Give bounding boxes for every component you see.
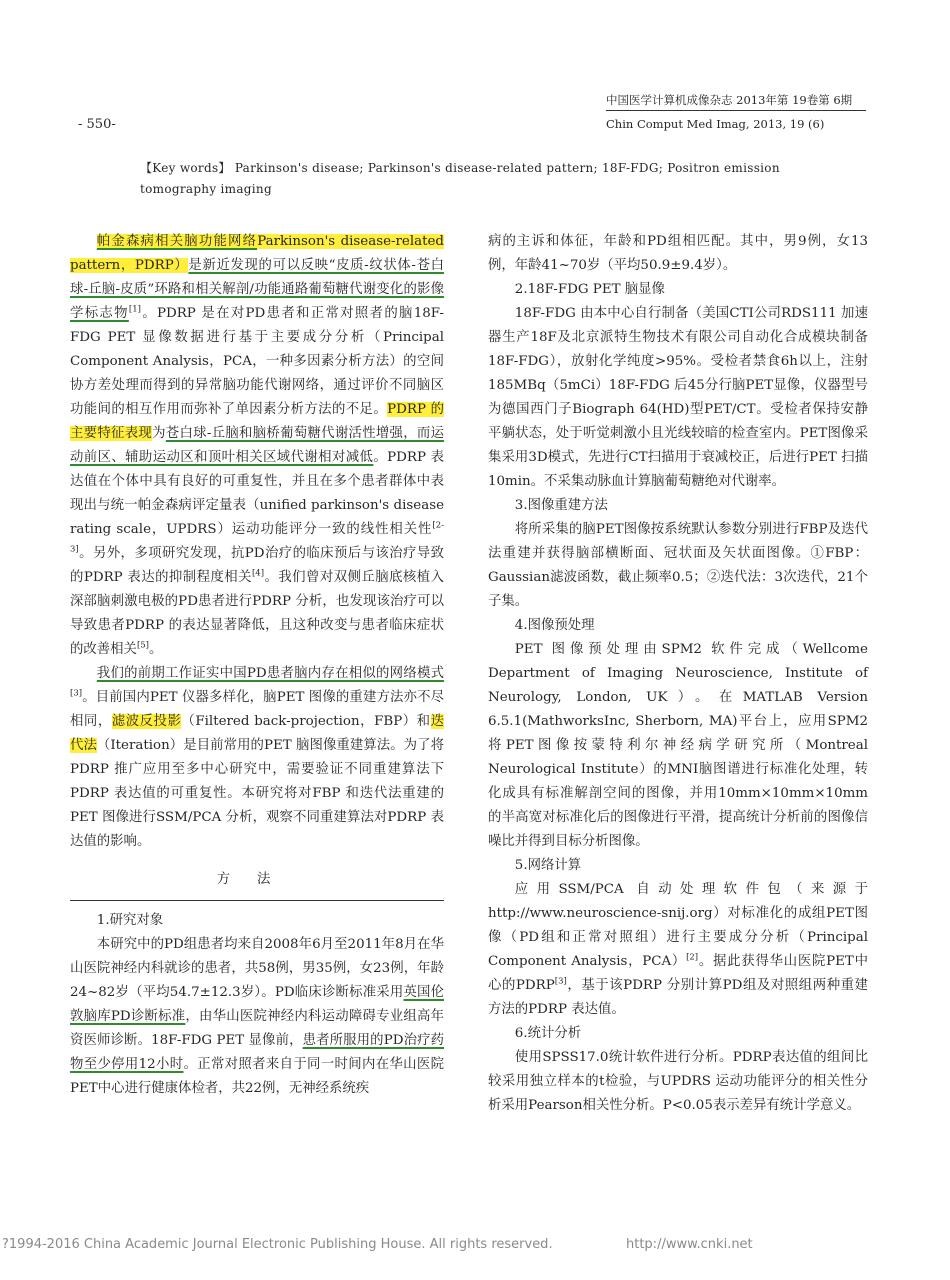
- underline-diagnosis-criteria: 英国伦敦脑库PD诊断标准: [70, 985, 445, 1024]
- citation-ref: [2]: [686, 952, 699, 963]
- subjects-paragraph-cont: 病的主诉和体征，年龄和PD组相匹配。其中，男9例，女13例，年龄41~70岁（平均50.9±9.4岁）。: [488, 234, 868, 273]
- subsection-title: 3.图像重建方法: [514, 498, 608, 513]
- body-text: 。我们曾对双侧丘脑底核植入深部脑刺激电极的PD患者进行PDRP 分析，也发现该治疗可以导致患者PDRP 的表达显著降低，且这种改变与患者临床症状的改善相关: [70, 570, 444, 657]
- body-text: 。: [149, 642, 163, 657]
- subsection-title: 4.图像预处理: [514, 618, 595, 633]
- body-text: 。目前国内PET 仪器多样化，脑PET 图像的重建方法亦不尽相同，: [70, 690, 444, 729]
- body-text: ，基于该PDRP 分别计算PD组及对照组两种重建方法的PDRP 表达值。: [488, 978, 868, 1017]
- copyright-notice: ?1994-2016 China Academic Journal Electronic Publishing House. All rights reserved.: [2, 1237, 553, 1252]
- highlight-pdrp-term: 帕金森病相关脑功能网络: [96, 234, 258, 249]
- body-text: 本研究中的PD组患者均来自2008年6月至2011年8月在华山医院神经内科就诊的患者，共58例，男35例，女23例，年龄24~82岁（平均54.7±12.3岁）。PD临床诊断标准采用: [70, 937, 444, 1000]
- citation-ref: [1]: [128, 304, 141, 315]
- body-text: （Iteration）是目前常用的PET 脑图像重建算法。为了将PDRP 推广应用至多中心研究中，需要验证不同重建算法下PDRP 表达值的可重复性。本研究将对FBP 和迭代法重建的PET 图像进行SSM/PCA 分析，观察不同重建算法对PDRP 表达值的影响。: [70, 738, 444, 849]
- right-column: [488, 230, 868, 1118]
- subsection-title: 2.18F-FDG PET 脑显像: [514, 282, 665, 297]
- network-paragraph: [488, 878, 868, 1022]
- keywords-label: 【Key words】: [140, 161, 231, 175]
- citation-ref: [5]: [136, 640, 149, 651]
- body-text: 。正常对照者来自于同一时间内在华山医院PET中心进行健康体检者，共22例，无神经系统疾: [70, 1057, 444, 1096]
- intro-paragraph-2: [70, 662, 444, 854]
- subjects-paragraph: [70, 933, 444, 1101]
- body-text: 。据此获得华山医院PET中心的PDRP: [488, 954, 869, 993]
- highlight-pdrp-english: Parkinson's disease-related pattern，PDRP）: [70, 234, 444, 273]
- statistics-paragraph: 使用SPSS17.0统计软件进行分析。PDRP表达值的组间比较采用独立样本的t检验，与UPDRS 运动功能评分的相关性分析采用Pearson相关性分析。P<0.05表示差异有统计学意义。: [488, 1050, 868, 1113]
- cnki-url: http://www.cnki.net: [626, 1237, 753, 1252]
- journal-header-cn: 中国医学计算机成像杂志 2013年第 19卷第 6期: [606, 93, 866, 111]
- citation-ref: [3]: [70, 688, 83, 699]
- underline-pdrp-definition: 是新近发现的可以反映“皮质-纹状体-苍白球-丘脑-皮质”环路和相关解剖/功能通路葡萄糖代谢变化的影像学标志物: [70, 258, 444, 321]
- intro-paragraph-1: [70, 230, 444, 662]
- highlight-iteration: 迭代法: [70, 714, 444, 753]
- reconstruction-paragraph: 将所采集的脑PET图像按系统默认参数分别进行FBP及迭代法重建并获得脑部横断面、冠状面及矢状面图像。①FBP：Gaussian滤波函数，截止频率0.5；②迭代法：3次迭代，21个子集。: [488, 522, 868, 609]
- citation-ref: [2-3]: [70, 520, 444, 555]
- body-text: 。PDRP 是在对PD患者和正常对照者的脑18F-FDG PET 显像数据进行基于主要成分分析（Principal Component Analysis，PCA，一种多因素分析方法）的空间协方差处理而得到的异常脑功能代谢网络，通过评价不同脑区功能间的相互作用而弥补了单因素分析方法的不足。: [70, 306, 445, 417]
- keywords-block: [140, 158, 840, 200]
- body-text: （Filtered back-projection，FBP）和: [181, 714, 431, 729]
- body-text: 为: [152, 426, 166, 441]
- body-text: 应用SSM/PCA 自动处理软件包（来源于http://www.neuroscience-snij.org）对标准化的成组PET图像（PD组和正常对照组）进行主要成分分析（Principal Component Analysis，PCA）: [488, 882, 868, 969]
- subsection-title: 6.统计分析: [514, 1026, 582, 1041]
- keywords-text: Parkinson's disease; Parkinson's disease-related pattern; 18F-FDG; Positron emission tomography imaging: [140, 161, 780, 196]
- left-column: [70, 230, 444, 1101]
- section-title-methods: 方法: [70, 868, 444, 901]
- page-number: - 550-: [78, 117, 116, 132]
- highlight-fbp: 滤波反投影: [111, 714, 182, 729]
- preprocessing-paragraph: PET 图像预处理由SPM2 软件完成（Wellcome Department of Imaging Neuroscience, Institute of Neurology, London, UK）。在MATLAB Version 6.5.1(MathworksInc, Sherborn, MA)平台上，应用SPM2 将PET图像按蒙特利尔神经病学研究所（Montreal Neurological Institute）的MNI脑图谱进行标准化处理，转化成具有标准解剖空间的图像，并用10mm×10mm×10mm 的半高宽对标准化后的图像进行平滑，提高统计分析前的图像信噪比并得到目标分析图像。: [488, 642, 868, 849]
- underline-drug-withdrawal: 患者所服用的PD治疗药物至少停用12小时: [70, 1033, 444, 1072]
- highlight-pdrp-features: PDRP 的主要特征表现: [70, 402, 444, 441]
- subsection-title: 1.研究对象: [96, 913, 164, 928]
- underline-pdrp-features: 苍白球-丘脑和脑桥葡萄糖代谢活性增强，而运动前区、辅助运动区和顶叶相关区域代谢相对减低: [70, 426, 445, 465]
- citation-ref: [4]: [251, 568, 265, 579]
- citation-ref: [3]: [554, 976, 567, 987]
- underline-prior-work: 我们的前期工作证实中国PD患者脑内存在相似的网络模式: [96, 666, 444, 681]
- body-text: ，由华山医院神经内科运动障碍专业组高年资医师诊断。18F-FDG PET 显像前，: [70, 1009, 444, 1048]
- body-text: 。PDRP 表达值在个体中具有良好的可重复性，并且在多个患者群体中表现出与统一帕金森病评定量表（unified parkinson's disease rating scale，UPDRS）运动功能评分一致的线性相关性: [70, 450, 444, 537]
- body-text: 。另外，多项研究发现，抗PD治疗的临床预后与该治疗导致的PDRP 表达的抑制程度相关: [70, 546, 444, 585]
- subsection-title: 5.网络计算: [514, 858, 582, 873]
- pet-imaging-paragraph: 18F-FDG 由本中心自行制备（美国CTI公司RDS111 加速器生产18F及北京派特生物技术有限公司自动化合成模块制备18F-FDG），放射化学纯度>95%。受检者禁食6h以上，注射185MBq（5mCi）18F-FDG 后45分行脑PET显像，仪器型号为德国西门子Biograph 64(HD)型PET/CT。受检者保持安静平躺状态，处于听觉刺激小且光线较暗的检查室内。PET图像采集采用3D模式，先进行CT扫描用于衰减校正，后进行PET 扫描10min。不采集动脉血计算脑葡萄糖绝对代谢率。: [488, 306, 868, 489]
- journal-header-en: Chin Comput Med Imag, 2013, 19 (6): [606, 117, 825, 131]
